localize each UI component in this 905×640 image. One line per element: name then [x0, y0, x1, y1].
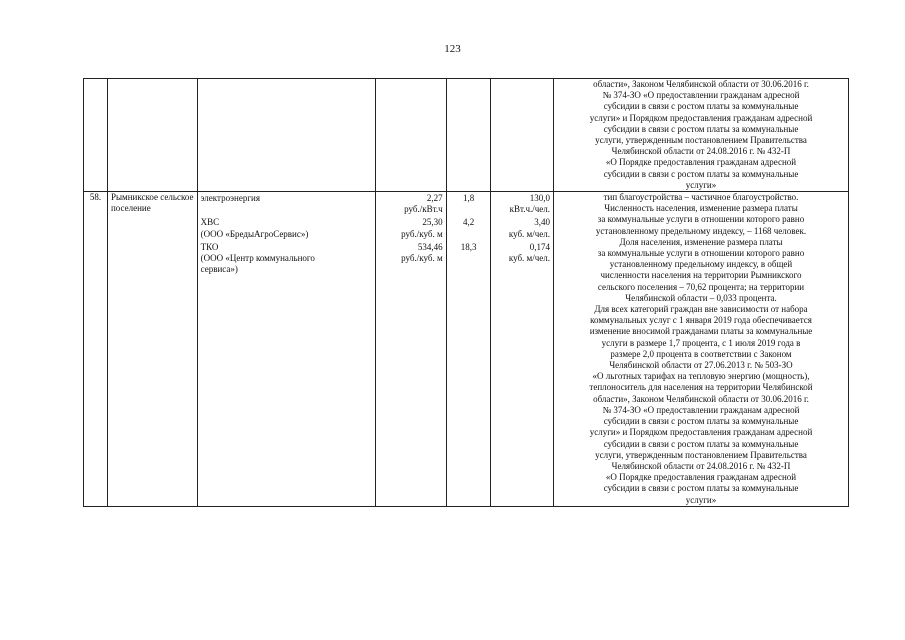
services-cell: [197, 192, 375, 507]
note-line: услуги» и Порядком предоставления гражданам адресной: [589, 112, 813, 123]
tariff-value: 25,30: [422, 217, 443, 228]
volume-value: 0,174: [529, 241, 551, 252]
note-line: размере 2,0 процента в соответствии с Законом: [610, 348, 792, 359]
service-name: ХВС: [200, 217, 220, 228]
tariff-value: 534,46: [417, 241, 443, 252]
service-electricity: [201, 192, 372, 216]
note-line: теплоноситель для населения на территории Челябинской: [589, 382, 813, 393]
municipality-name: Рымникское сельское поселение: [107, 192, 197, 507]
cont-notes-cell: [554, 79, 849, 192]
note-line: № 374-ЗО «О предоставлении гражданам адресной: [602, 90, 800, 101]
note-line: области», Законом Челябинской области от 30.06.2016 г.: [593, 393, 809, 404]
note-line: «О льготных тарифах на тепловую энергию (мощность),: [592, 371, 810, 382]
note-line: за коммунальные услуги в отношении которого равно: [597, 214, 805, 225]
tariff-table: [83, 78, 849, 507]
cont-num-cell: [84, 79, 108, 192]
service-waste: [201, 241, 372, 277]
note-line: субсидии в связи с ростом платы за коммунальные: [603, 101, 799, 112]
note-line: субсидии в связи с ростом платы за коммунальные: [603, 438, 799, 449]
volume-unit: куб. м/чел.: [508, 228, 551, 239]
volume-unit: кВт.ч./чел.: [509, 204, 551, 215]
cont-tariff-cell: [375, 79, 446, 192]
notes-cell: [554, 192, 849, 507]
tariff-unit: руб./куб. м: [401, 228, 443, 239]
volume-value: 3,40: [534, 217, 551, 228]
note-line: Челябинской области от 24.08.2016 г. № 432-П: [611, 146, 791, 157]
note-line: области», Законом Челябинской области от 30.06.2016 г.: [593, 79, 809, 89]
row-number: 58.: [84, 192, 108, 507]
note-line: тип благоустройства – частичное благоустройство.: [603, 192, 799, 203]
note-line: субсидии в связи с ростом платы за коммунальные: [603, 483, 799, 494]
service-provider: (ООО «Центр коммунального: [200, 253, 315, 264]
note-line: сельского поселения – 70,62 процента; на территории: [597, 281, 805, 292]
note-line: «О Порядке предоставления гражданам адресной: [605, 157, 797, 168]
note-line: за коммунальные услуги в отношении которого равно: [597, 248, 805, 259]
cont-percent-cell: [446, 79, 491, 192]
note-line: установленному предельному индексу, – 1168 человек.: [595, 225, 807, 236]
note-line: Для всех категорий граждан вне зависимости от набора: [594, 304, 808, 315]
note-line: численности населения на территории Рымникского: [600, 270, 802, 281]
note-line: субсидии в связи с ростом платы за коммунальные: [603, 123, 799, 134]
note-line: изменение вносимой гражданами платы за коммунальные: [589, 326, 813, 337]
note-line: Челябинской области – 0,033 процента.: [625, 292, 777, 303]
percent-cell: [446, 192, 491, 507]
percent-value: 1,8: [462, 193, 475, 204]
note-line: услуги» и Порядком предоставления гражданам адресной: [589, 427, 813, 438]
note-line: коммунальных услуг с 1 января 2019 года обеспечивается: [590, 315, 812, 326]
note-line: услуги, утвержденным постановлением Правительства: [595, 135, 807, 146]
percent-value: 18,3: [460, 241, 477, 252]
volume-cell: [491, 192, 554, 507]
note-line: Численность населения, изменение размера платы: [604, 203, 798, 214]
cont-volume-cell: [491, 79, 554, 192]
service-name: электроэнергия: [200, 193, 261, 204]
service-provider: (ООО «БредыАгроСервис»): [200, 228, 309, 239]
cont-service-cell: [197, 79, 375, 192]
note-line: № 374-ЗО «О предоставлении гражданам адресной: [602, 404, 800, 415]
cont-name-cell: [107, 79, 197, 192]
note-line: «О Порядке предоставления гражданам адресной: [605, 472, 797, 483]
note-line: услуги, утвержденным постановлением Правительства: [595, 449, 807, 460]
service-provider-cont: сервиса»): [200, 264, 238, 275]
tariff-value: 2,27: [426, 193, 443, 204]
percent-value: 4,2: [462, 217, 475, 228]
note-line: Доля населения, изменение размера платы: [619, 236, 783, 247]
tariff-unit: руб./кВт.ч: [404, 204, 443, 215]
volume-value: 130,0: [529, 193, 551, 204]
tariff-unit: руб./куб. м: [401, 253, 443, 264]
note-line: установленному предельному индексу, в общей: [609, 259, 793, 270]
continuation-row: [84, 79, 849, 192]
note-line: услуги»: [685, 179, 717, 190]
service-water: [201, 216, 372, 240]
note-line: Челябинской области от 24.08.2016 г. № 432-П: [611, 460, 791, 471]
tariff-cell: [375, 192, 446, 507]
service-name: ТКО: [200, 241, 219, 252]
table-row: [84, 192, 849, 507]
page-number: 123: [444, 43, 461, 55]
note-line: услуги в размере 1,7 процента, с 1 июля 2019 года в: [601, 337, 801, 348]
note-line: субсидии в связи с ростом платы за коммунальные: [603, 416, 799, 427]
volume-unit: куб. м/чел.: [508, 253, 551, 264]
note-line: субсидии в связи с ростом платы за коммунальные: [603, 168, 799, 179]
note-line: Челябинской области от 27.06.2013 г. № 503-ЗО: [609, 360, 793, 371]
note-line: услуги»: [685, 494, 717, 505]
